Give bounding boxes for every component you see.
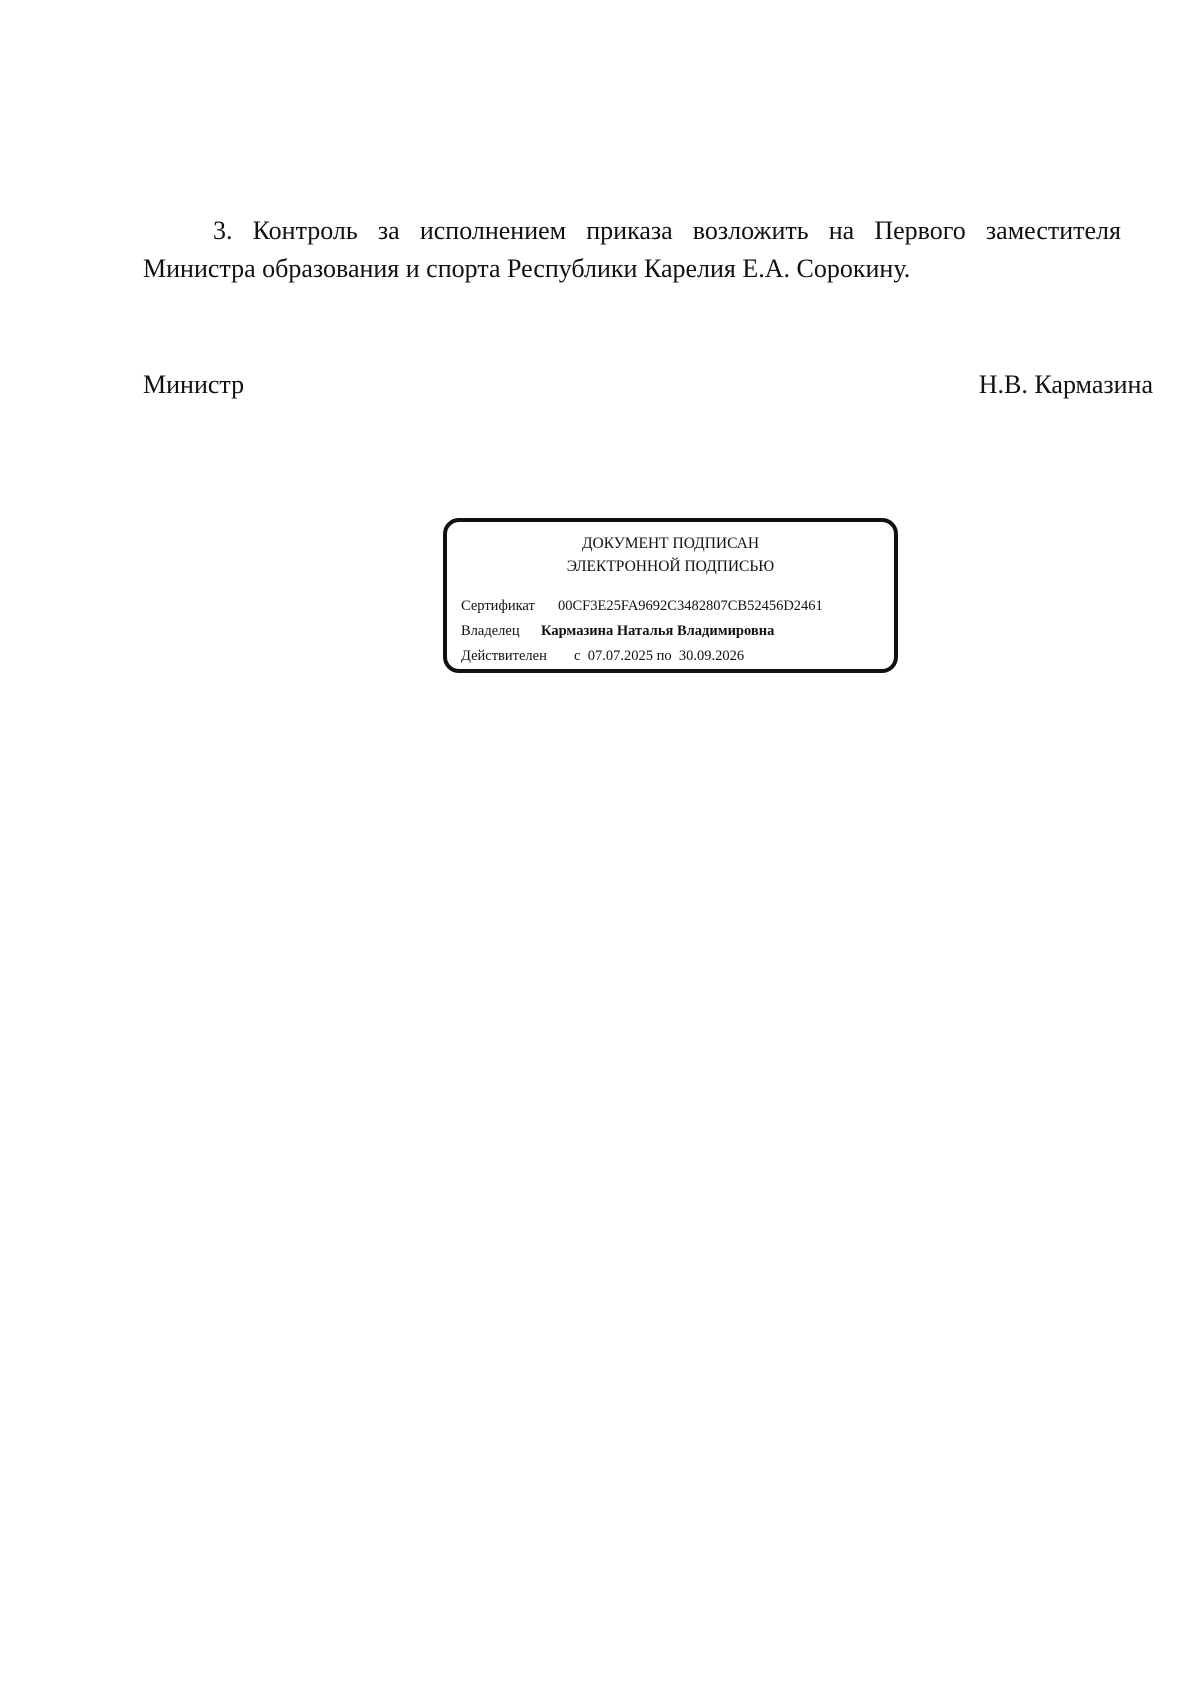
owner-value: Кармазина Наталья Владимировна bbox=[541, 623, 775, 639]
stamp-title bbox=[447, 532, 894, 578]
valid-label: Действителен bbox=[461, 648, 547, 664]
signatory-title: Министр bbox=[143, 370, 245, 399]
valid-from-prefix: с bbox=[574, 648, 581, 664]
signature-block bbox=[143, 368, 1153, 402]
stamp-certificate-row bbox=[461, 596, 823, 616]
certificate-value: 00CF3E25FA9692C3482807CB52456D2461 bbox=[558, 598, 823, 614]
certificate-label: Сертификат bbox=[461, 598, 535, 614]
stamp-title-line1: ДОКУМЕНТ ПОДПИСАН bbox=[581, 535, 760, 552]
valid-to-date: 30.09.2026 bbox=[678, 648, 745, 664]
order-paragraph: 3. Контроль за исполнением приказа возложить на Первого заместителя Министра образования и спорта Республики Карелия Е.А. Сорокину. bbox=[143, 216, 1121, 283]
stamp-owner-row bbox=[461, 621, 774, 641]
valid-from-date: 07.07.2025 bbox=[587, 648, 653, 664]
owner-label: Владелец bbox=[461, 623, 520, 639]
stamp-validity-row bbox=[461, 646, 744, 666]
signatory-name: Н.В. Кармазина bbox=[978, 370, 1153, 399]
stamp-title-line2: ЭЛЕКТРОННОЙ ПОДПИСЬЮ bbox=[566, 558, 775, 575]
electronic-signature-stamp bbox=[443, 518, 898, 673]
valid-to-prefix: по bbox=[656, 648, 672, 664]
